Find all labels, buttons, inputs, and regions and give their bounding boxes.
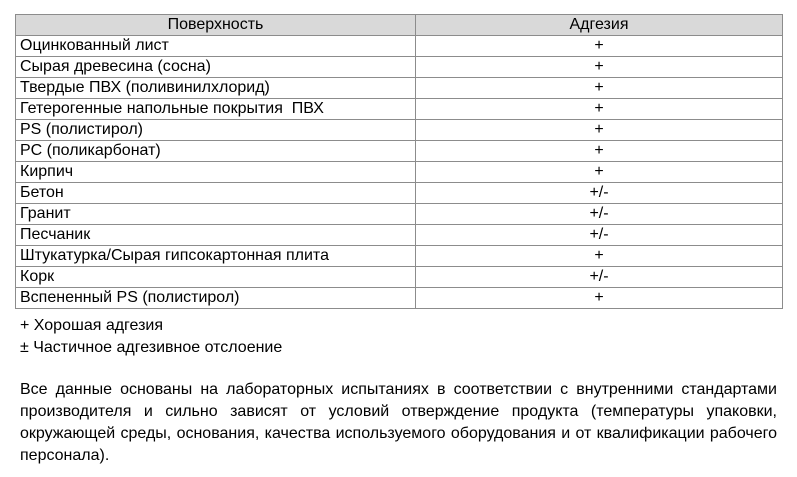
table-row bbox=[16, 78, 783, 99]
table-row bbox=[16, 141, 783, 162]
adhesion-cell: +/- bbox=[416, 183, 783, 204]
adhesion-cell: + bbox=[416, 99, 783, 120]
surface-cell: Твердые ПВХ (поливинилхлорид) bbox=[16, 78, 416, 99]
adhesion-cell: + bbox=[416, 162, 783, 183]
table-row bbox=[16, 120, 783, 141]
surface-cell: Сырая древесина (сосна) bbox=[16, 57, 416, 78]
table-row bbox=[16, 288, 783, 309]
legend-good-adhesion: + Хорошая адгезия bbox=[20, 317, 164, 334]
table-row bbox=[16, 225, 783, 246]
header-surface: Поверхность bbox=[16, 15, 416, 36]
adhesion-cell: +/- bbox=[416, 225, 783, 246]
table-row bbox=[16, 57, 783, 78]
adhesion-cell: + bbox=[416, 78, 783, 99]
surface-cell: Кирпич bbox=[16, 162, 416, 183]
table-row bbox=[16, 246, 783, 267]
surface-cell: Гранит bbox=[16, 204, 416, 225]
adhesion-cell: + bbox=[416, 246, 783, 267]
table-row bbox=[16, 36, 783, 57]
table-header-row bbox=[16, 15, 783, 36]
table-row bbox=[16, 267, 783, 288]
surface-cell: Песчаник bbox=[16, 225, 416, 246]
surface-cell: Бетон bbox=[16, 183, 416, 204]
adhesion-table bbox=[15, 14, 783, 309]
legend bbox=[20, 315, 282, 359]
adhesion-cell: + bbox=[416, 57, 783, 78]
table-row bbox=[16, 162, 783, 183]
adhesion-cell: +/- bbox=[416, 267, 783, 288]
legend-partial-adhesion: ± Частичное адгезивное отслоение bbox=[20, 339, 283, 356]
table-row bbox=[16, 99, 783, 120]
adhesion-cell: +/- bbox=[416, 204, 783, 225]
adhesion-cell: + bbox=[416, 120, 783, 141]
surface-cell: Оцинкованный лист bbox=[16, 36, 416, 57]
surface-cell: PS (полистирол) bbox=[16, 120, 416, 141]
surface-cell: Корк bbox=[16, 267, 416, 288]
table-row bbox=[16, 204, 783, 225]
surface-cell: Вспененный PS (полистирол) bbox=[16, 288, 416, 309]
table-row bbox=[16, 183, 783, 204]
adhesion-cell: + bbox=[416, 288, 783, 309]
surface-cell: PC (поликарбонат) bbox=[16, 141, 416, 162]
adhesion-cell: + bbox=[416, 141, 783, 162]
adhesion-cell: + bbox=[416, 36, 783, 57]
surface-cell: Штукатурка/Сырая гипсокартонная плита bbox=[16, 246, 416, 267]
surface-cell: Гетерогенные напольные покрытия ПВХ bbox=[16, 99, 416, 120]
disclaimer-note: Все данные основаны на лабораторных испытаниях в соответствии с внутренними стандартами производителя и сильно зависят от условий отверждение продукта (температуры упаковки, окружающей среды, основания, качества используемого оборудования и от квалификации рабочего персонала). bbox=[20, 381, 777, 464]
header-adhesion: Адгезия bbox=[416, 15, 783, 36]
